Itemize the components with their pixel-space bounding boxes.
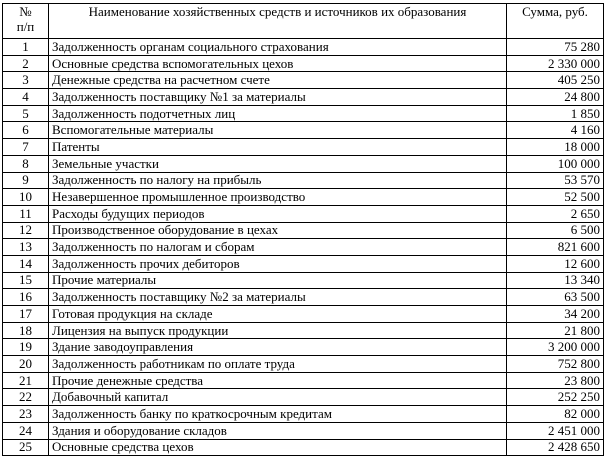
row-item-name: Задолженность прочих дебиторов bbox=[49, 255, 507, 272]
row-number: 9 bbox=[3, 172, 49, 189]
header-name: Наименование хозяйственных средств и источников их образования bbox=[49, 4, 507, 39]
row-number: 20 bbox=[3, 356, 49, 373]
row-amount: 75 280 bbox=[507, 39, 604, 56]
row-amount: 2 650 bbox=[507, 205, 604, 222]
row-amount: 63 500 bbox=[507, 289, 604, 306]
table-row bbox=[3, 72, 604, 89]
row-number: 21 bbox=[3, 372, 49, 389]
row-number: 18 bbox=[3, 322, 49, 339]
table-row bbox=[3, 389, 604, 406]
row-number: 11 bbox=[3, 205, 49, 222]
row-amount: 23 800 bbox=[507, 372, 604, 389]
table-row bbox=[3, 139, 604, 156]
row-number: 23 bbox=[3, 406, 49, 423]
row-item-name: Патенты bbox=[49, 139, 507, 156]
row-number: 8 bbox=[3, 155, 49, 172]
row-amount: 13 340 bbox=[507, 272, 604, 289]
row-amount: 52 500 bbox=[507, 189, 604, 206]
table-row bbox=[3, 89, 604, 106]
table-row bbox=[3, 222, 604, 239]
row-number: 15 bbox=[3, 272, 49, 289]
table-row bbox=[3, 439, 604, 456]
row-amount: 53 570 bbox=[507, 172, 604, 189]
row-number: 22 bbox=[3, 389, 49, 406]
row-item-name: Прочие денежные средства bbox=[49, 372, 507, 389]
header-number bbox=[3, 4, 49, 39]
table-row bbox=[3, 306, 604, 323]
table-row bbox=[3, 39, 604, 56]
row-number: 13 bbox=[3, 239, 49, 256]
table-row bbox=[3, 372, 604, 389]
row-number: 5 bbox=[3, 105, 49, 122]
table-row bbox=[3, 422, 604, 439]
row-amount: 12 600 bbox=[507, 255, 604, 272]
row-number: 3 bbox=[3, 72, 49, 89]
row-amount: 2 451 000 bbox=[507, 422, 604, 439]
table-row bbox=[3, 356, 604, 373]
table-row bbox=[3, 155, 604, 172]
header-sum: Сумма, руб. bbox=[507, 4, 604, 39]
table-row bbox=[3, 205, 604, 222]
row-number: 17 bbox=[3, 306, 49, 323]
row-item-name: Задолженность подотчетных лиц bbox=[49, 105, 507, 122]
row-amount: 752 800 bbox=[507, 356, 604, 373]
row-amount: 1 850 bbox=[507, 105, 604, 122]
document-page bbox=[2, 3, 603, 456]
assets-sources-table bbox=[2, 3, 604, 456]
header-number-abbrev: п/п bbox=[16, 19, 35, 34]
row-number: 1 bbox=[3, 39, 49, 56]
table-row bbox=[3, 289, 604, 306]
row-item-name: Денежные средства на расчетном счете bbox=[49, 72, 507, 89]
row-amount: 21 800 bbox=[507, 322, 604, 339]
row-item-name: Вспомогательные материалы bbox=[49, 122, 507, 139]
row-number: 4 bbox=[3, 89, 49, 106]
row-number: 6 bbox=[3, 122, 49, 139]
table-body bbox=[3, 39, 604, 456]
row-amount: 18 000 bbox=[507, 139, 604, 156]
row-amount: 34 200 bbox=[507, 306, 604, 323]
row-number: 19 bbox=[3, 339, 49, 356]
row-item-name: Задолженность поставщику №1 за материалы bbox=[49, 89, 507, 106]
row-item-name: Производственное оборудование в цехах bbox=[49, 222, 507, 239]
row-number: 10 bbox=[3, 189, 49, 206]
row-amount: 4 160 bbox=[507, 122, 604, 139]
row-item-name: Задолженность по налогам и сборам bbox=[49, 239, 507, 256]
table-row bbox=[3, 55, 604, 72]
row-number: 16 bbox=[3, 289, 49, 306]
header-number-symbol: № bbox=[19, 4, 32, 19]
row-item-name: Лицензия на выпуск продукции bbox=[49, 322, 507, 339]
row-item-name: Добавочный капитал bbox=[49, 389, 507, 406]
table-row bbox=[3, 122, 604, 139]
table-header-row bbox=[3, 4, 604, 39]
table-row bbox=[3, 105, 604, 122]
row-number: 12 bbox=[3, 222, 49, 239]
row-item-name: Незавершенное промышленное производство bbox=[49, 189, 507, 206]
row-amount: 24 800 bbox=[507, 89, 604, 106]
row-item-name: Готовая продукция на складе bbox=[49, 306, 507, 323]
row-item-name: Задолженность органам социального страхования bbox=[49, 39, 507, 56]
table-row bbox=[3, 239, 604, 256]
row-amount: 3 200 000 bbox=[507, 339, 604, 356]
row-amount: 6 500 bbox=[507, 222, 604, 239]
row-amount: 405 250 bbox=[507, 72, 604, 89]
row-item-name: Задолженность поставщику №2 за материалы bbox=[49, 289, 507, 306]
row-item-name: Здания и оборудование складов bbox=[49, 422, 507, 439]
row-amount: 100 000 bbox=[507, 155, 604, 172]
row-number: 24 bbox=[3, 422, 49, 439]
row-item-name: Задолженность работникам по оплате труда bbox=[49, 356, 507, 373]
row-item-name: Задолженность по налогу на прибыль bbox=[49, 172, 507, 189]
row-number: 14 bbox=[3, 255, 49, 272]
table-row bbox=[3, 272, 604, 289]
row-item-name: Здание заводоуправления bbox=[49, 339, 507, 356]
table-row bbox=[3, 339, 604, 356]
row-number: 7 bbox=[3, 139, 49, 156]
table-row bbox=[3, 189, 604, 206]
row-amount: 2 428 650 bbox=[507, 439, 604, 456]
row-number: 25 bbox=[3, 439, 49, 456]
row-item-name: Расходы будущих периодов bbox=[49, 205, 507, 222]
row-amount: 82 000 bbox=[507, 406, 604, 423]
row-item-name: Основные средства цехов bbox=[49, 439, 507, 456]
row-amount: 821 600 bbox=[507, 239, 604, 256]
row-amount: 2 330 000 bbox=[507, 55, 604, 72]
row-item-name: Прочие материалы bbox=[49, 272, 507, 289]
row-item-name: Задолженность банку по краткосрочным кредитам bbox=[49, 406, 507, 423]
table-row bbox=[3, 322, 604, 339]
table-row bbox=[3, 172, 604, 189]
table-row bbox=[3, 255, 604, 272]
row-amount: 252 250 bbox=[507, 389, 604, 406]
row-number: 2 bbox=[3, 55, 49, 72]
row-item-name: Основные средства вспомогательных цехов bbox=[49, 55, 507, 72]
table-row bbox=[3, 406, 604, 423]
row-item-name: Земельные участки bbox=[49, 155, 507, 172]
